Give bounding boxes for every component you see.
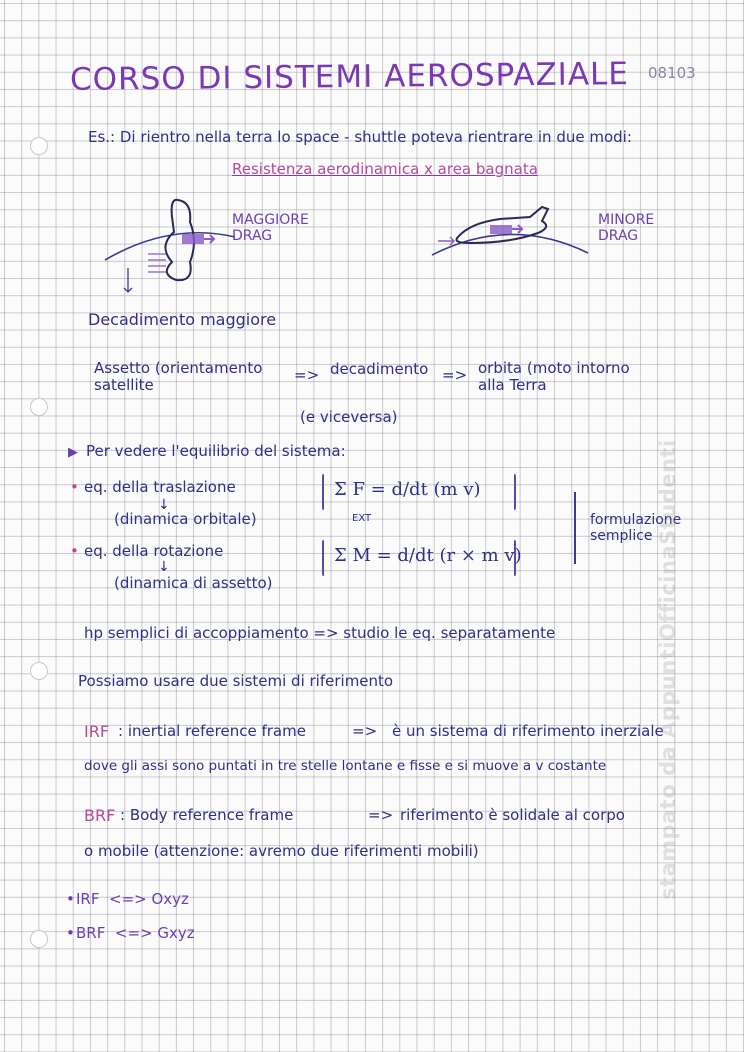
- ext-label: EXT: [352, 513, 372, 524]
- eq2-formula: Σ M = d/dt (r × m v): [334, 545, 522, 566]
- irf-label: IRF: [84, 722, 110, 741]
- date-label: 08103: [648, 64, 696, 82]
- left-drag-note: Decadimento maggiore: [88, 310, 277, 329]
- decadimento-text: decadimento: [330, 360, 429, 378]
- binder-hole: [30, 398, 48, 416]
- brf-text: : Body reference frame: [120, 806, 294, 824]
- viceversa-text: (e viceversa): [300, 408, 398, 426]
- down-arrow-icon: ↓: [158, 559, 170, 575]
- binder-hole: [30, 930, 48, 948]
- list-item-brf: BRF <=> Gxyz: [76, 924, 195, 942]
- implies-arrow: =>: [368, 806, 394, 824]
- irf-text: : inertial reference frame: [118, 722, 306, 740]
- dot-bullet-icon: •: [66, 890, 75, 908]
- watermark: stampato da AppuntiOfficinaStudenti: [656, 439, 680, 900]
- dot-bullet-icon: •: [66, 924, 75, 942]
- implies-arrow: =>: [294, 366, 320, 384]
- eq2-sub: (dinamica di assetto): [114, 574, 273, 592]
- dot-bullet-icon: •: [70, 478, 79, 496]
- example-subtitle: Resistenza aerodinamica x area bagnata: [232, 160, 538, 178]
- equilibrio-heading: Per vedere l'equilibrio del sistema:: [86, 442, 346, 460]
- binder-hole: [30, 662, 48, 680]
- orbita-text: orbita (moto intorno alla Terra: [478, 359, 630, 394]
- triangle-bullet-icon: ▶: [68, 445, 78, 460]
- hp-text: hp semplici di accoppiamento => studio le eq. separatamente: [84, 624, 556, 642]
- eq1-sub: (dinamica orbitale): [114, 510, 257, 528]
- implies-arrow: =>: [442, 366, 468, 384]
- brf-desc2: o mobile (attenzione: avremo due riferimenti mobili): [84, 842, 479, 860]
- sketch-left-shuttle-vertical: [100, 192, 240, 312]
- brf-label: BRF: [84, 806, 116, 825]
- assetto-text: Assetto (orientamento satellite: [94, 359, 263, 394]
- formulazione-note: formulazione semplice: [590, 512, 682, 545]
- implies-arrow: =>: [352, 722, 378, 740]
- eq1-label: eq. della traslazione: [84, 478, 236, 496]
- vertical-divider: [574, 492, 576, 564]
- right-drag-label: MINORE DRAG: [598, 212, 655, 245]
- sketch-right-shuttle-horizontal: [430, 205, 590, 265]
- example-intro: Es.: Di rientro nella terra lo space - shuttle poteva rientrare in due modi:: [88, 128, 632, 146]
- left-drag-label: MAGGIORE DRAG: [232, 212, 309, 245]
- eq2-label: eq. della rotazione: [84, 542, 224, 560]
- sistemi-text: Possiamo usare due sistemi di riferimento: [78, 672, 394, 690]
- brf-desc1: riferimento è solidale al corpo: [400, 806, 625, 824]
- down-arrow-icon: ↓: [158, 497, 170, 513]
- eq1-formula: Σ F = d/dt (m v): [334, 479, 481, 500]
- irf-desc2: dove gli assi sono puntati in tre stelle lontane e fisse e si muove a v costante: [84, 758, 607, 774]
- binder-hole: [30, 137, 48, 155]
- dot-bullet-icon: •: [70, 542, 79, 560]
- irf-desc1: è un sistema di riferimento inerziale: [392, 722, 664, 740]
- page-title: CORSO DI SISTEMI AEROSPAZIALE: [69, 56, 630, 98]
- list-item-irf: IRF <=> Oxyz: [76, 890, 189, 908]
